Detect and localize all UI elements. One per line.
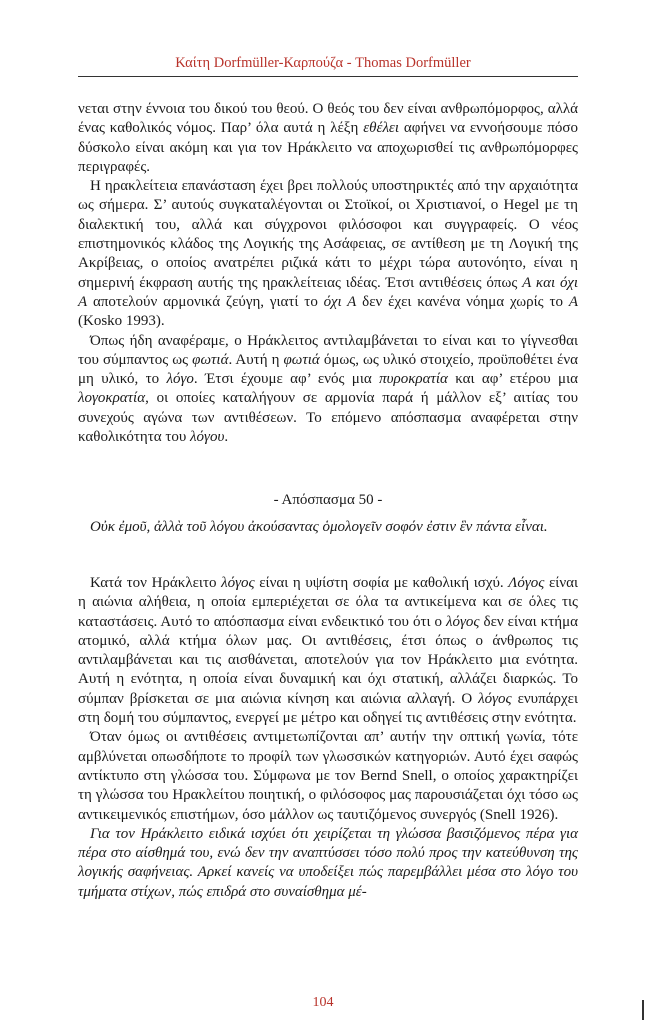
header-rule — [78, 76, 578, 77]
fragment-quote: Οὐκ ἐμοῦ, ἀλλὰ τοῦ λόγου ἀκούσαντας ὁμολογεῖν σοφόν ἐστιν ἓν πάντα εἶναι. — [90, 519, 548, 535]
emphasis-run: φωτιά — [283, 351, 320, 368]
text-run: και αφ’ ετέρου μια — [447, 371, 578, 388]
text-run: όμως, ως υλικό στοιχείο, προϋποθέτει ένα μη υλικό, το — [78, 351, 578, 388]
running-header: Καίτη Dorfmüller-Καρπούζα - Thomas Dorfmüller — [175, 55, 471, 71]
paragraph-4 — [78, 574, 578, 728]
emphasis-run: λόγου — [190, 429, 225, 446]
emphasis-run: λογοκρατία — [78, 390, 146, 407]
emphasis-run: λόγος — [446, 613, 480, 630]
emphasis-run: λόγος — [478, 690, 512, 707]
text-run: Όπως ήδη αναφέραμε, ο Ηράκλειτος αντιλαμβάνεται το είναι και το γίγνεσθαι του σύμπαντος ως — [78, 332, 578, 368]
emphasis-run: Λόγος — [508, 575, 545, 591]
text-run: νεται στην έννοια του δικού του θεού. Ο θεός του δεν είναι ανθρωπόμορφος, αλλά ένας καθολικός νόμος. Παρ’ όλα αυτά η λέξη — [78, 101, 578, 137]
emphasis-run: Α — [568, 293, 578, 310]
page-edge-mark — [642, 1000, 644, 1020]
page-number: 104 — [312, 995, 334, 1010]
emphasis-run: πυροκρατία — [379, 371, 448, 388]
emphasis-run: λόγο — [166, 371, 194, 388]
text-run: είναι η αιώνια αλήθεια, η οποία εμπεριέχεται σε όλα τα αντικείμενα και σε όλες τις καταστάσεις. Αυτό το απόσπασμα είναι ενδεικτικό του ότι ο — [78, 575, 579, 630]
emphasis-run: Α και όχι Α — [78, 274, 578, 310]
text-run: είναι η υψίστη σοφία με καθολική ισχύ. — [254, 575, 509, 591]
section-1 — [78, 100, 578, 447]
emphasis-run: εθέλει — [363, 120, 400, 137]
paragraph-2 — [78, 177, 578, 331]
paragraph-6: Για τον Ηράκλειτο ειδικά ισχύει ότι χειρίζεται τη γλώσσα βασιζόμενος πέρα για πέρα στο αίσθημά του, ενώ δεν την αναπτύσσει τόσο πολύ προς την κατεύθυνση της λογικής σαφήνειας. Αρκεί κανείς να υποδείξει πώς παρεμβάλλει μέσα στο λόγο του τμήματα στίχων, πώς επιδρά στο συναίσθημα μέ- — [78, 825, 578, 900]
text-run: δεν έχει κανένα νόημα χωρίς το — [356, 293, 569, 310]
emphasis-run: όχι Α — [323, 293, 357, 310]
text-run: αποτελούν αρμονικά ζεύγη, γιατί το — [87, 293, 324, 310]
text-run: Κατά τον Ηράκλειτο — [90, 575, 222, 591]
text-run: . — [224, 429, 229, 446]
paragraph-1 — [78, 100, 578, 177]
paragraph-5: Όταν όμως οι αντιθέσεις αντιμετωπίζονται απ’ αυτήν την οπτική γωνία, τότε αμβλύνεται οπωσδήποτε το προφίλ των γλωσσικών κατηγοριών. Αυτό έχει σαφώς αντίκτυπο στη γλώσσα του. Σύμφωνα με τον Bernd Snell, ο οποίος χαρακτηρίζει τη γλώσσα του Ηρακλείτου ποιητική, ο φιλόσοφος μας παρουσιάζεται όχι τόσο ως αντικειμενικός επιστήμων, όσο μάλλον ως ταυτιζόμενος συνεργός (Snell 1926). — [78, 729, 578, 823]
text-run: Η ηρακλείτεια επανάσταση έχει βρει πολλούς υποστηρικτές από την αρχαιότητα ως σήμερα. Σ’ αυτούς συγκαταλέγονται οι Στοϊκοί, οι Χριστιανοί, ο Hegel με τη διαλεκτική του, αλλά και σύγχρονοι φιλόσοφοι και συγγραφείς. Ο νέος επιστημονικός κλάδος της Λογικής της Ασάφειας, σε αντίθεση με τη Λογική της Ακρίβειας, ο οποίος ανατρέπει ριζικά κάτι το μέχρι τώρα αυτονόητο, είναι η σημερινή έκφραση αυτής της ηρακλείτειας ιδέας. Έτσι αντιθέσεις όπως — [78, 178, 578, 291]
text-run: . Αυτή η — [228, 351, 284, 368]
text-run: δεν είναι κτήμα ατομικό, αλλά κτήμα όλων μας. Οι αντιθέσεις, έτσι όπως ο άνθρωπος τις αντιλαμβάνεται και τις αισθάνεται, αποτελούν για τον Ηράκλειτο μια ενότητα. Αυτή η ενότητα, η οποία είναι δυναμική και όχι στατική, αλλάζει διαρκώς. Το σύμπαν βρίσκεται σε μια αιώνια κίνηση και αιώνια αλλαγή. Ο — [78, 613, 578, 707]
text-run: (Kosko 1993). — [78, 313, 165, 330]
fragment-heading: - Απόσπασμα 50 - — [273, 492, 383, 508]
text-run: ενυπάρχει στη δομή του σύμπαντος, ενεργεί με μέτρο και οδηγεί τις αντιθέσεις στην ενότητα. — [78, 690, 578, 727]
emphasis-run: λόγος — [221, 575, 255, 591]
paragraph-3 — [78, 332, 578, 448]
text-run: , οι οποίες καταλήγουν σε αρμονία παρά ή μάλλον εξ’ αιτίας του συνεχούς αγώνα των αντιθέσεων. Το επόμενο απόσπασμα αναφέρεται στην καθολικότητα του — [78, 390, 578, 446]
text-run: . Έτσι έχουμε αφ’ ενός μια — [193, 371, 380, 388]
emphasis-run: φωτιά — [192, 351, 229, 368]
section-2 — [78, 574, 578, 902]
text-run: αφήνει να εννοήσουμε πόσο δύσκολο είναι ακόμη και για τον Ηράκλειτο να αποχωρισθεί τις ανθρωπόμορφες περιγραφές. — [78, 120, 578, 175]
